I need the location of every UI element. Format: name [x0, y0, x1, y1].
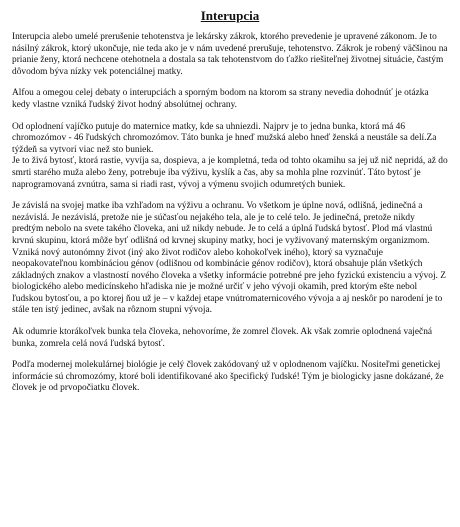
paragraph-molecular-biology: Podľa modernej molekulárnej biológie je celý človek zakódovaný už v oplodnenom vajíčku. Nositeľmi genetickej informácie sú chromozómy, ktoré boli identifikované ako špecifický ľudské! Tým je biologicky jasne dokázané, že človek je od prvopočiatku človek. — [12, 360, 444, 394]
document-title: Interupcia — [200, 8, 260, 23]
paragraph-fertilization: Od oplodnení vajíčko putuje do maternice matky, kde sa uhniezdi. Najprv je to jedna bunka, ktorá má 46 chromozómov - 46 ľudských chromozómov. Táto bunka je hneď mužská alebo hneď ženská a neustále sa delí.Za týždeň sa vytvorí viac než sto buniek. — [12, 121, 437, 155]
paragraph-cell-death: Ak odumrie ktorákoľvek bunka tela človeka, nehovoríme, že zomrel človek. Ak však zomrie oplodnená vaječná bunka, zomrela celá nová ľudská bytosť. — [12, 327, 433, 349]
paragraph-debate: Alfou a omegou celej debaty o interupciách a sporným bodom na ktorom sa strany nevedia dohodnúť je otázka kedy vlastne vzniká ľudský život hodný absolútnej ochrany. — [12, 88, 429, 110]
paragraph-definition: Interupcia alebo umelé prerušenie tehotenstva je lekársky zákrok, ktorého prevedenie je upravené zákonom. Je to násilný zákrok, ktorý ukončuje, nie teda ako je v nám uvedené prerušuje, tehotenstvo. Zákrok je robený väčšinou na prianie ženy, ktorá nechcene otehotnela a dostala sa tak tehotenstvom do ťažko riešiteľnej životnej situácie, častým dôvodom býva nízky vek potenciálnej matky. — [12, 32, 448, 77]
paragraph-independence: Je závislá na svojej matke iba vzhľadom na výživu a ochranu. Vo všetkom je úplne nová, odlišná, jedinečná a nezávislá. Je nezávislá, pretože nie je súčasťou nejakého tela, ale je to celé telo. Je jedinečná, pretože nikdy predtým nebolo na svete takého človeka, ani už nikdy nebude. Je to celá a úplná ľudská bytosť. Plod má vlastnú krvnú skupinu, ktorá môže byť odlišná od krvnej skupiny matky, hoci je vyživovaný maternským organizmom. Vzniká nový autonómny život (iný ako život rodičov alebo kohokoľvek iného), ktorý sa vyznačuje neopakovateľnou kombináciou génov (odlišnou od kombinácie génov rodičov), ktorá obsahuje plán všetkých základných znakov a vlastností nového človeka a všetky informácie potrebné pre jeho fyzickú existenciu a vývoj. Z biologického alebo medicínskeho hľadiska nie je možné určiť v jeho vývoji okamih, pred ktorým ešte nebol ľudskou bytosťou, a po ktorej ňou už je – v každej etape vnútromaternicového vývoja a aj neskôr po narodení je to stále ten istý jedinec, avšak na rôznom stupni vývoja. — [12, 201, 446, 316]
paragraph-living-being: Je to živá bytosť, ktorá rastie, vyvíja sa, dospieva, a je kompletná, teda od tohto okamihu sa jej už nič nepridá, až do smrti starého muža alebo ženy, potrebuje iba výživu, kyslík a čas, aby sa mohla plne rozvinúť. Táto bytosť je naprogramovaná zvnútra, sama si riadi rast, vývoj a výmenu svojich odumretých buniek. — [12, 156, 448, 190]
